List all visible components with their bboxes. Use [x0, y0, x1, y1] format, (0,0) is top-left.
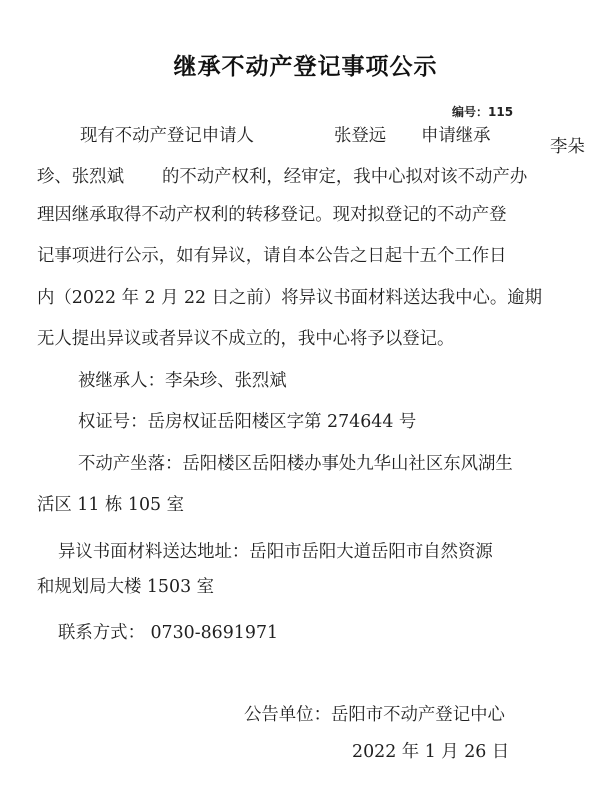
decedent-field: 被继承人：李朵珍、张烈斌: [78, 371, 287, 391]
body-line-6: 无人提出异议或者异议不成立的，我中心将予以登记。: [37, 329, 455, 349]
contact-field: 联系方式： 0730-8691971: [58, 623, 279, 643]
property-location-line-2: 活区 11 栋 105 室: [37, 495, 184, 515]
body-line-1-b: 申请继承: [421, 126, 491, 146]
delivery-address-line-1: 异议书面材料送达地址：岳阳市岳阳大道岳阳市自然资源: [58, 542, 493, 562]
document-number: 编号：115: [452, 105, 514, 119]
body-line-1-a: 现有不动产登记申请人: [80, 126, 254, 146]
body-line-5: 内（2022 年 2 月 22 日之前）将异议书面材料送达我中心。逾期: [37, 288, 543, 308]
notice-date: 2022 年 1 月 26 日: [352, 742, 510, 762]
body-line-2-a: 珍、张烈斌: [37, 167, 124, 187]
certificate-number-field: 权证号：岳房权证岳阳楼区字第 274644 号: [78, 412, 417, 432]
property-location-line-1: 不动产坐落：岳阳楼区岳阳楼办事处九华山社区东风湖生: [78, 454, 513, 474]
issuing-unit: 公告单位：岳阳市不动产登记中心: [244, 705, 505, 725]
body-line-1-c: 李朵: [550, 137, 585, 157]
body-line-2-b: 的不动产权利，经审定，我中心拟对该不动产办: [162, 167, 528, 187]
body-line-3: 理因继承取得不动产权利的转移登记。现对拟登记的不动产登: [37, 205, 507, 225]
body-line-4: 记事项进行公示，如有异议，请自本公告之日起十五个工作日: [37, 246, 507, 266]
delivery-address-line-2: 和规划局大楼 1503 室: [37, 577, 215, 597]
notice-title: 继承不动产登记事项公示: [173, 54, 438, 80]
applicant-name: 张登远: [334, 126, 387, 146]
